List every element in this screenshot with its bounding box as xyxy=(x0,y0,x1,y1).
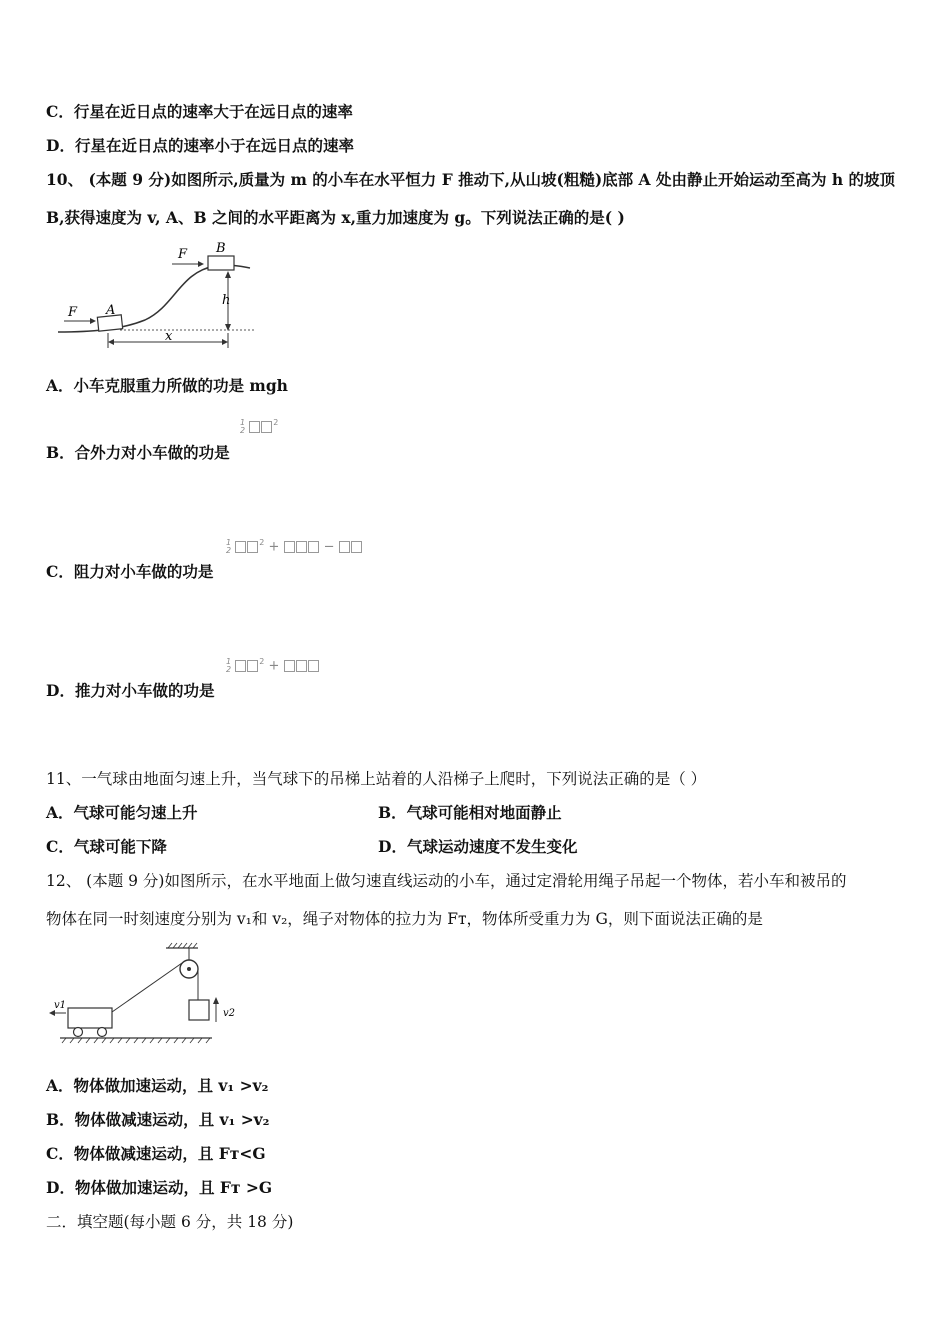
q11-option-c: C．气球可能下降 xyxy=(46,837,167,856)
q12-stem-line2: 物体在同一时刻速度分别为 v₁和 v₂，绳子对物体的拉力为 Fт，物体所受重力为 G，则下面说法正确的是 xyxy=(46,910,763,928)
label-v1: v1 xyxy=(54,1000,67,1011)
rope-to-cart xyxy=(112,963,182,1012)
label-b: B xyxy=(216,241,226,256)
q10-option-d: D．推力对小车做的功是 xyxy=(46,681,215,700)
block-b xyxy=(208,256,234,270)
q10-stem-line2: B,获得速度为 v, A、B 之间的水平距离为 x,重力加速度为 g。下列说法正确的是( ) xyxy=(46,208,625,227)
q11-option-d: D．气球运动速度不发生变化 xyxy=(378,837,578,856)
cart-wheel-right xyxy=(98,1028,107,1037)
label-f-lower: F xyxy=(68,305,78,320)
cart-wheel-left xyxy=(74,1028,83,1037)
q10-formula-c: 1 2 $^2$ + − xyxy=(226,538,363,555)
q12-option-c: C．物体做减速运动，且 Fт<G xyxy=(46,1144,266,1163)
q10-formula-b: 1 2 $^2$ xyxy=(240,417,279,435)
q10-slope-figure xyxy=(50,238,260,350)
section-heading: 二．填空题(每小题 6 分，共 18 分) xyxy=(46,1213,294,1231)
q12-option-b: B．物体做减速运动，且 v₁ >v₂ xyxy=(46,1110,270,1129)
q10-option-a: A．小车克服重力所做的功是 mgh xyxy=(46,376,288,395)
option-d-prev: D．行星在近日点的速率小于在远日点的速率 xyxy=(46,136,354,155)
label-x: x xyxy=(165,329,173,344)
q12-option-d: D．物体做加速运动，且 Fт >G xyxy=(46,1178,273,1197)
q10-option-b: B．合外力对小车做的功是 xyxy=(46,443,230,462)
q10-stem-line1: 10、 (本题 9 分)如图所示,质量为 m 的小车在水平恒力 F 推动下,从山坡(粗糙)底部 A 处由静止开始运动至高为 h 的坡顶 xyxy=(46,170,896,189)
label-a: A xyxy=(106,303,116,318)
option-c-prev: C．行星在近日点的速率大于在远日点的速率 xyxy=(46,102,353,121)
q12-stem-line1: 12、 (本题 9 分)如图所示，在水平地面上做匀速直线运动的小车，通过定滑轮用绳子吊起一个物体，若小车和被吊的 xyxy=(46,872,847,890)
label-h: h xyxy=(222,293,231,308)
label-v2: v2 xyxy=(223,1008,236,1019)
label-f-upper: F xyxy=(178,247,188,262)
hanging-block xyxy=(189,1000,209,1020)
cart xyxy=(68,1008,112,1028)
q12-option-a: A．物体做加速运动，且 v₁ >v₂ xyxy=(46,1076,269,1095)
q10-formula-d: 1 2 $^2$ + xyxy=(226,657,320,674)
q11-stem: 11、一气球由地面匀速上升，当气球下的吊梯上站着的人沿梯子上爬时，下列说法正确的是（ ） xyxy=(46,770,707,788)
q11-option-b: B．气球可能相对地面静止 xyxy=(378,803,562,822)
q12-pulley-figure xyxy=(48,938,244,1050)
q10-option-c: C．阻力对小车做的功是 xyxy=(46,562,214,581)
q11-option-a: A．气球可能匀速上升 xyxy=(46,803,198,822)
